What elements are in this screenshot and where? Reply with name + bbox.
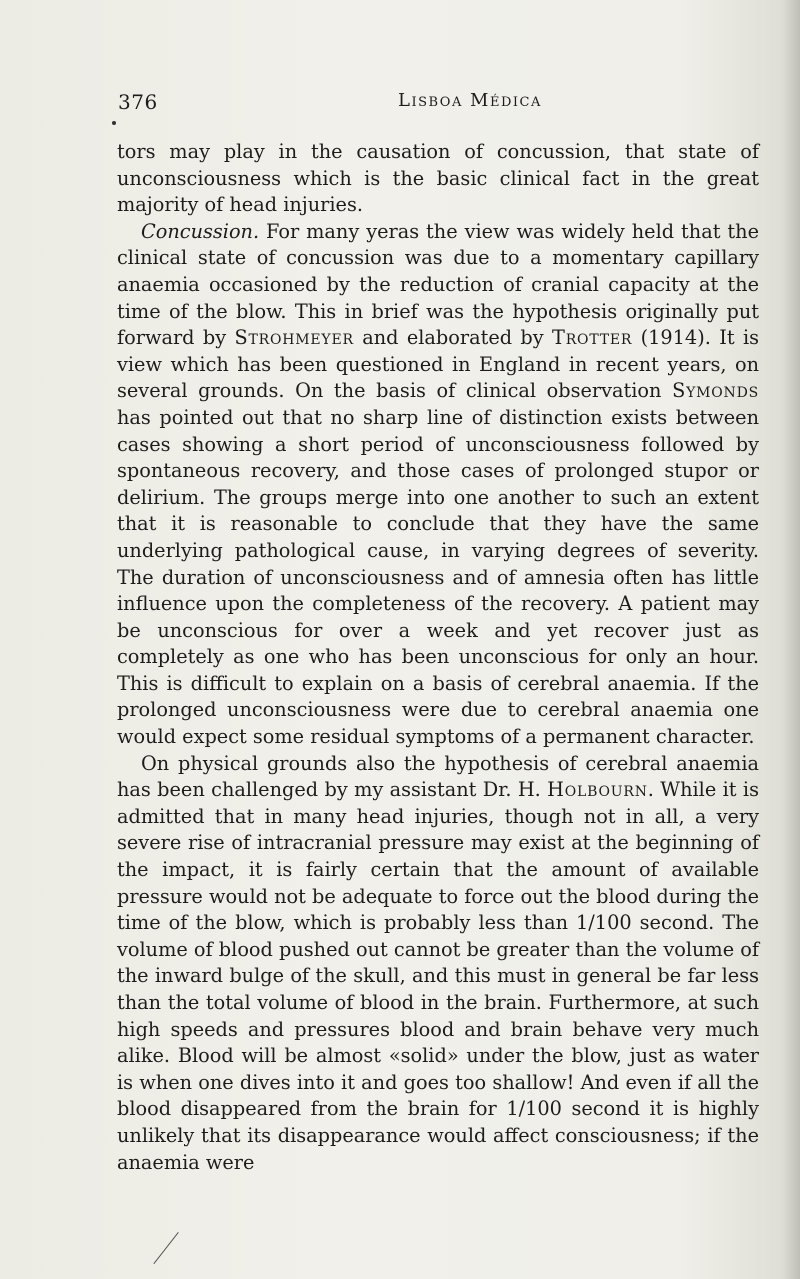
author-name-holbourn: Holbourn <box>547 778 648 802</box>
paragraph-3 <box>117 751 759 1177</box>
paragraph-2-text-b: and elaborated by <box>353 326 553 350</box>
author-name-symonds: Symonds <box>672 379 759 403</box>
page-number: 376 <box>118 90 158 114</box>
stray-pencil-mark <box>153 1232 189 1273</box>
paragraph-1-text: tors may play in the causation of concussion, that state of unconsciousness which is the basic clinical fact in the great majority of head injuries. <box>117 140 759 217</box>
page-header <box>118 86 678 116</box>
paragraph-2-text-a: For many yeras the view was widely held that the clinical state of concussion was due to a momentary capillary anaemia occasioned by the reduction of cranial capacity at the time of the blow. This in brief was the hypothesis originally put forward by <box>117 219 759 350</box>
paragraph-3-text-a: On physical grounds also the hypothesis of cerebral anaemia has been challenged by my assistant Dr. H. <box>117 751 759 802</box>
paragraph-2-text-c: (1914). It is view which has been questioned in England in recent years, on several grounds. On the basis of clinical observation <box>117 326 760 403</box>
paragraph-2-text-d: has pointed out that no sharp line of distinction exists between cases showing a short period of unconsciousness followed by spontaneous recovery, and those cases of prolonged stupor or delirium. The groups merge into one another to such an extent that it is reasonable to conclude that they have the same underlying pathological cause, in varying degrees of severity. The duration of unconsciousness and of amnesia often has little influence upon the completeness of the recovery. A patient may be unconscious for over a week and yet recover just as completely as one who has been unconscious for only an hour. This is difficult to explain on a basis of cerebral anaemia. If the prolonged unconsciousness were due to cerebral anaemia one would expect some residual symptoms of a permanent character. <box>117 405 759 749</box>
author-name-strohmeyer: Strohmeyer <box>234 326 354 350</box>
body-text <box>117 139 759 1176</box>
author-name-trotter: Trotter <box>552 326 633 350</box>
stray-ink-dot <box>112 121 116 125</box>
paragraph-2 <box>117 219 759 751</box>
paragraph-1 <box>117 139 759 219</box>
paragraph-3-text-b: . While it is admitted that in many head injuries, though not in all, a very severe rise of intracranial pressure may exist at the beginning of the impact, it is fairly certain that the amount of available pressure would not be adequate to force out the blood during the time of the blow, which is probably less than 1/100 second. The volume of blood pushed out cannot be greater than the volume of the inward bulge of the skull, and this must in general be far less than the total volume of blood in the brain. Furthermore, at such high speeds and pressures blood and brain behave very much alike. Blood will be almost «solid» under the blow, just as water is when one dives into it and goes too shallow! And even if all the blood disappeared from the brain for 1/100 second it is highly unlikely that its disappearance would affect consciousness; if the anaemia were <box>117 778 759 1174</box>
running-head: Lisboa Médica <box>398 90 542 111</box>
page-edge-shadow <box>782 0 800 1279</box>
section-heading-concussion: Concussion. <box>141 219 260 243</box>
